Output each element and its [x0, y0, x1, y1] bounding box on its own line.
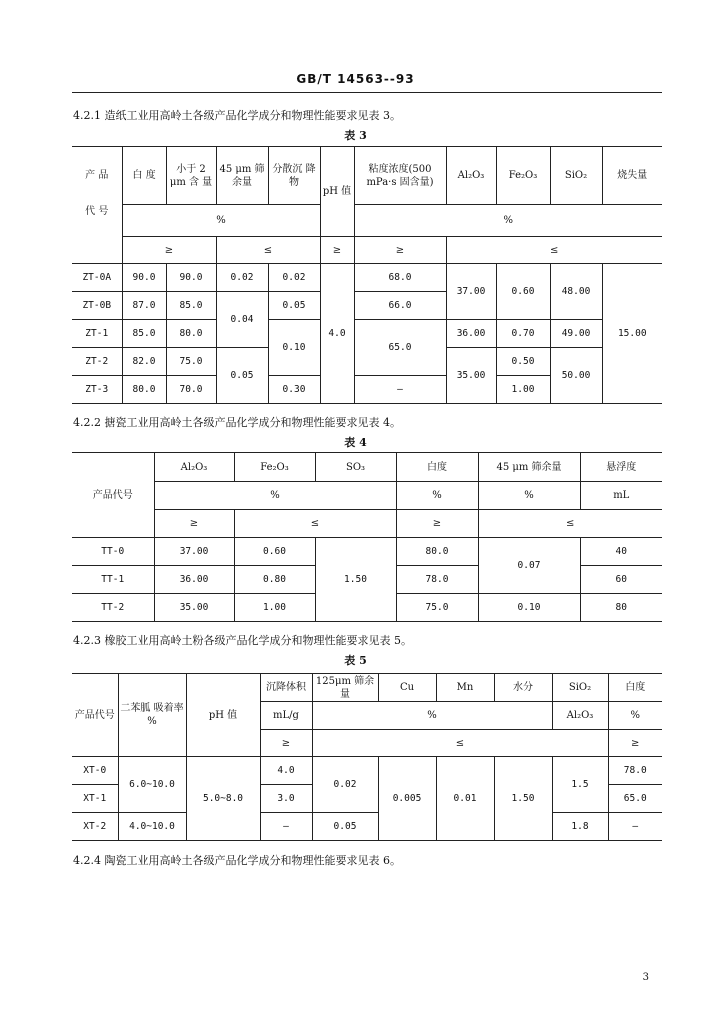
t4-le-a: ≤: [234, 510, 396, 538]
t5-unit-pct: %: [312, 702, 552, 730]
t4-ge-a: ≥: [154, 510, 234, 538]
t4-45: 0.07: [478, 538, 580, 594]
table-row: [72, 320, 662, 348]
t5-r3-sed: —: [260, 813, 312, 841]
t3-r2-disp: 0.05: [268, 292, 320, 320]
t4-r3-white: 75.0: [396, 594, 478, 622]
t4-r1-fe: 0.60: [234, 538, 315, 566]
t3-r5-lt2: 70.0: [166, 376, 216, 404]
table-4: [72, 452, 662, 622]
t5-h-mn: Mn: [436, 674, 494, 702]
t4-r3-susp: 80: [580, 594, 662, 622]
t4-h-al: Al₂O₃: [154, 453, 234, 482]
t5-ph: 5.0~8.0: [186, 757, 260, 841]
t5-cu: 0.005: [378, 757, 436, 841]
t4-unit-white: %: [396, 482, 478, 510]
t4-r2-al: 36.00: [154, 566, 234, 594]
table3-caption: 表 3: [344, 129, 367, 142]
t3-r5-fe: 1.00: [496, 376, 550, 404]
t4-r2-susp: 60: [580, 566, 662, 594]
t3-visc-mid: 65.0: [354, 320, 446, 376]
page-number: 3: [642, 972, 649, 983]
t3-r1-45: 0.02: [216, 264, 268, 292]
t3-h-lt2: 小于 2 μm 含 量: [166, 147, 216, 205]
t3-unit-b: %: [354, 205, 662, 237]
t3-al-top: 37.00: [446, 264, 496, 320]
t3-r4-fe: 0.50: [496, 348, 550, 376]
t3-disp-mid: 0.10: [268, 320, 320, 376]
t4-h-so: SO₃: [315, 453, 396, 482]
t3-r3-al: 36.00: [446, 320, 496, 348]
t3-h-al: Al₂O₃: [446, 147, 496, 205]
t4-unit-ml: mL: [580, 482, 662, 510]
t3-45-low: 0.05: [216, 348, 268, 404]
standard-code: GB/T 14563--93: [296, 72, 415, 86]
t3-r4-white: 82.0: [122, 348, 166, 376]
table-5: [72, 673, 662, 841]
t4-le-b: ≤: [478, 510, 662, 538]
t3-h-fe: Fe₂O₃: [496, 147, 550, 205]
t4-r1-al: 37.00: [154, 538, 234, 566]
t5-h-al: Al₂O₃: [552, 702, 608, 730]
table-3: [72, 146, 662, 404]
t3-45-mid: 0.04: [216, 292, 268, 348]
t4-unit-45: %: [478, 482, 580, 510]
t4-h-45: 45 μm 筛余量: [478, 453, 580, 482]
t3-ge-ph: ≥: [320, 237, 354, 264]
section-4-2-1: 4.2.1 造纸工业用高岭土各级产品化学成分和物理性能要求见表 3。: [73, 109, 401, 122]
t5-ge-b: ≥: [608, 730, 662, 757]
t3-loss: 15.00: [602, 264, 662, 404]
t5-r1-white: 78.0: [608, 757, 662, 785]
section-4-2-2: 4.2.2 搪瓷工业用高岭土各级产品化学成分和物理性能要求见表 4。: [73, 416, 401, 429]
t3-ge-visc: ≥: [354, 237, 446, 264]
t3-r2-visc: 66.0: [354, 292, 446, 320]
t3-r1-disp: 0.02: [268, 264, 320, 292]
table-row: [72, 264, 662, 292]
t5-h-code: 产品代号: [72, 674, 118, 757]
t5-r2-code: XT-1: [72, 785, 118, 813]
t5-h-water: 水分: [494, 674, 552, 702]
t5-r3-white: —: [608, 813, 662, 841]
t5-r3-125: 0.05: [312, 813, 378, 841]
t5-r3-dbp: 4.0~10.0: [118, 813, 186, 841]
t5-h-cu: Cu: [378, 674, 436, 702]
header-rule: [72, 92, 662, 93]
t3-le-b: ≤: [446, 237, 662, 264]
t3-r2-white: 87.0: [122, 292, 166, 320]
t3-r3-white: 85.0: [122, 320, 166, 348]
t5-le: ≤: [312, 730, 608, 757]
t4-r3-al: 35.00: [154, 594, 234, 622]
section-4-2-4: 4.2.4 陶瓷工业用高岭土各级产品化学成分和物理性能要求见表 6。: [73, 854, 401, 867]
t5-ge-a: ≥: [260, 730, 312, 757]
t5-r3-code: XT-2: [72, 813, 118, 841]
t4-r2-white: 78.0: [396, 566, 478, 594]
t3-r5-visc: —: [354, 376, 446, 404]
t3-h-loss: 烧失量: [602, 147, 662, 205]
t4-r1-susp: 40: [580, 538, 662, 566]
t5-h-si: SiO₂: [552, 674, 608, 702]
t4-r3-fe: 1.00: [234, 594, 315, 622]
t3-r2-lt2: 85.0: [166, 292, 216, 320]
t5-h-ph: pH 值: [186, 674, 260, 757]
t5-unit-sed: mL/g: [260, 702, 312, 730]
t4-r1-code: TT-0: [72, 538, 154, 566]
t4-ge-b: ≥: [396, 510, 478, 538]
t5-r2-sed: 3.0: [260, 785, 312, 813]
table-row: [72, 757, 662, 785]
t5-h-white: 白度: [608, 674, 662, 702]
t5-r1-code: XT-0: [72, 757, 118, 785]
t3-r4-lt2: 75.0: [166, 348, 216, 376]
t3-r3-lt2: 80.0: [166, 320, 216, 348]
t3-r3-si: 49.00: [550, 320, 602, 348]
t5-r3-ratio: 1.8: [552, 813, 608, 841]
t3-unit-a: %: [122, 205, 320, 237]
t3-r5-white: 80.0: [122, 376, 166, 404]
t5-unit-white: %: [608, 702, 662, 730]
t3-si-top: 48.00: [550, 264, 602, 320]
t3-h-45: 45 μm 筛余量: [216, 147, 268, 205]
t3-h-ph: pH 值: [320, 147, 354, 237]
t3-h-code: 代 号: [72, 205, 122, 264]
t5-water: 1.50: [494, 757, 552, 841]
t4-r3-code: TT-2: [72, 594, 154, 622]
t3-r4-code: ZT-2: [72, 348, 122, 376]
t3-h-disp: 分散沉 降物: [268, 147, 320, 205]
t4-r2-fe: 0.80: [234, 566, 315, 594]
t5-125: 0.02: [312, 757, 378, 813]
t4-unit-pct: %: [154, 482, 396, 510]
section-4-2-3: 4.2.3 橡胶工业用高岭土粉各级产品化学成分和物理性能要求见表 5。: [73, 634, 412, 647]
t4-r3-45: 0.10: [478, 594, 580, 622]
t3-al-low: 35.00: [446, 348, 496, 404]
t3-r5-disp: 0.30: [268, 376, 320, 404]
t3-r1-visc: 68.0: [354, 264, 446, 292]
t3-r1-white: 90.0: [122, 264, 166, 292]
t4-so: 1.50: [315, 538, 396, 622]
t3-h-si: SiO₂: [550, 147, 602, 205]
t5-h-dbp: 二苯胍 吸着率 %: [118, 674, 186, 757]
table4-caption: 表 4: [344, 436, 367, 449]
t3-r1-lt2: 90.0: [166, 264, 216, 292]
t3-r2-code: ZT-0B: [72, 292, 122, 320]
t4-h-fe: Fe₂O₃: [234, 453, 315, 482]
t3-r5-code: ZT-3: [72, 376, 122, 404]
t4-h-white: 白度: [396, 453, 478, 482]
t4-r2-code: TT-1: [72, 566, 154, 594]
t4-r1-white: 80.0: [396, 538, 478, 566]
t5-ratio: 1.5: [552, 757, 608, 813]
t3-r1-code: ZT-0A: [72, 264, 122, 292]
t5-r1-sed: 4.0: [260, 757, 312, 785]
t3-ph: 4.0: [320, 264, 354, 404]
table-row: [72, 813, 662, 841]
table5-caption: 表 5: [344, 654, 367, 667]
t3-h-whiteness: 白 度: [122, 147, 166, 205]
t3-fe-top: 0.60: [496, 264, 550, 320]
t3-r3-fe: 0.70: [496, 320, 550, 348]
t3-h-visc: 粘度浓度(500 mPa·s 固含量): [354, 147, 446, 205]
t3-si-low: 50.00: [550, 348, 602, 404]
t3-r3-code: ZT-1: [72, 320, 122, 348]
t5-mn: 0.01: [436, 757, 494, 841]
t3-h-product: 产 品: [72, 147, 122, 205]
t3-le-a: ≤: [216, 237, 320, 264]
t5-r2-white: 65.0: [608, 785, 662, 813]
t3-ge-a: ≥: [122, 237, 216, 264]
table-row: [72, 538, 662, 566]
t5-dbp: 6.0~10.0: [118, 757, 186, 813]
t5-h-sed: 沉降体积: [260, 674, 312, 702]
t4-h-susp: 悬浮度: [580, 453, 662, 482]
t4-h-code: 产品代号: [72, 453, 154, 538]
t5-h-125: 125μm 筛余量: [312, 674, 378, 702]
